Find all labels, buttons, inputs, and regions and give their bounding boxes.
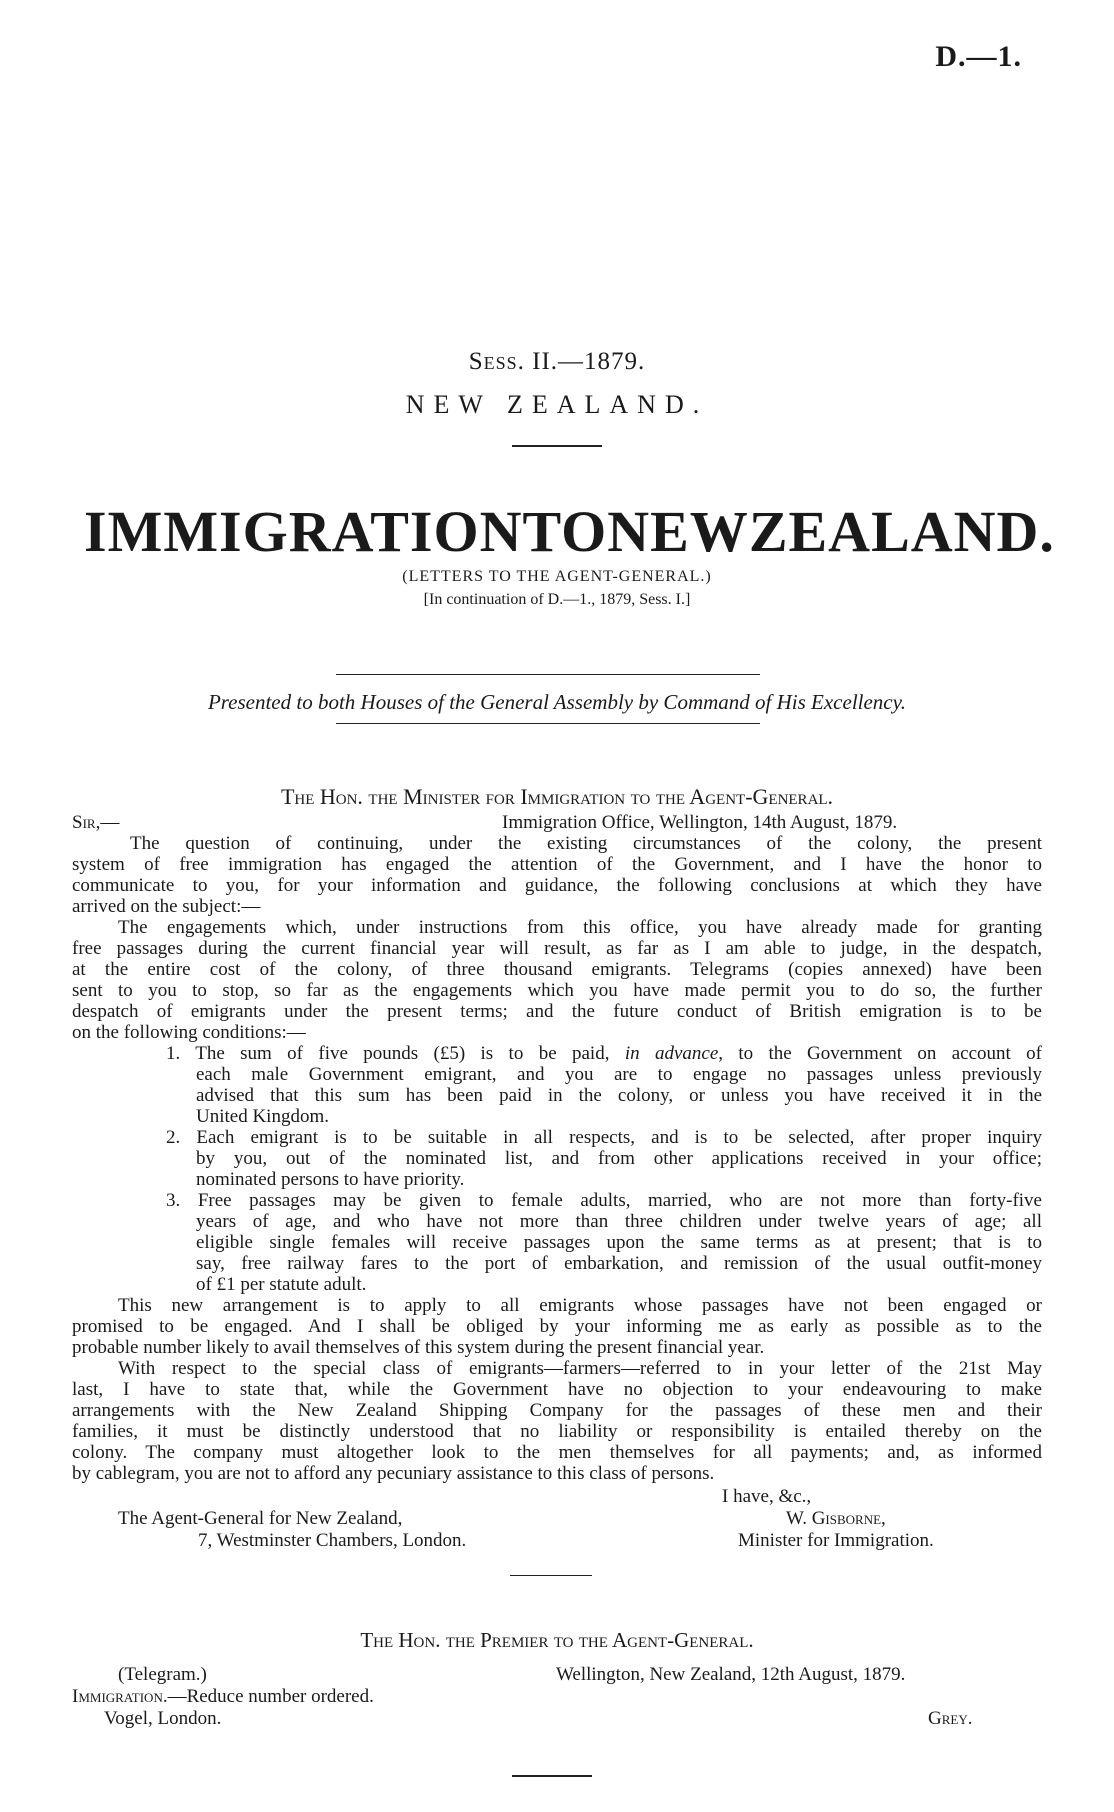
presented-line: Presented to both Houses of the General Assembly by Command of His Excellency. <box>207 690 907 714</box>
presented-rule-bottom <box>336 723 760 724</box>
letter1-closing: I have, &c., <box>722 1486 812 1507</box>
para4-line: families, it must be distinctly understood that no liability or responsibility is entailed thereby on the <box>72 1421 1042 1442</box>
letter2-heading: The Hon. the Premier to the Agent-General. <box>360 1628 754 1652</box>
continuation-note: [In continuation of D.—1., 1879, Sess. I.] <box>423 591 691 608</box>
condition1-emphasis: in advance, <box>624 1043 723 1064</box>
para3-line: probable number likely to avail themselves of this system during the present financial year. <box>72 1337 765 1358</box>
para3-line: This new arrangement is to apply to all emigrants whose passages have not been engaged or <box>118 1295 1042 1316</box>
condition3-line: eligible single females will receive passages upon the same terms as at present; that is to <box>196 1232 1042 1253</box>
condition1-line: United Kingdom. <box>196 1106 329 1127</box>
para2-line: at the entire cost of the colony, of three thousand emigrants. Telegrams (copies annexed) have been <box>72 959 1042 980</box>
condition3-line: say, free railway fares to the port of embarkation, and remission of the usual outfit-money <box>196 1253 1042 1274</box>
condition3-line: 3. Free passages may be given to female adults, married, who are not more than forty-five <box>166 1190 1042 1211</box>
condition3-line: years of age, and who have not more than three children under twelve years of age; all <box>196 1211 1042 1232</box>
para4-line: arrangements with the New Zealand Shipping Company for the passages of these men and their <box>72 1400 1042 1421</box>
para4-line: last, I have to state that, while the Government have no objection to your endeavouring to make <box>72 1379 1042 1400</box>
para1-line: system of free immigration has engaged the attention of the Government, and I have the honor to <box>72 854 1042 875</box>
letter2-message-line <box>72 1686 572 1707</box>
condition2-line: 2. Each emigrant is to be suitable in all respects, and is to be selected, after proper inquiry <box>166 1127 1042 1148</box>
title-divider <box>512 445 602 447</box>
condition2-line: by you, out of the nominated list, and from other applications received in your office; <box>196 1148 1042 1169</box>
condition1-text: 1. The sum of five pounds (£5) is to be paid, <box>166 1043 610 1064</box>
para2-line: despatch of emigrants under the present terms; and the future conduct of British emigration is to be <box>72 1001 1042 1022</box>
letter2-kind: (Telegram.) <box>118 1664 207 1685</box>
para1-line: arrived on the subject:— <box>72 896 261 917</box>
letter1-dateline: Immigration Office, Wellington, 14th August, 1879. <box>502 812 898 833</box>
letter1-heading: The Hon. the Minister for Immigration to the Agent-General. <box>280 784 834 809</box>
para1-line: communicate to you, for your information and guidance, the following conclusions at which they have <box>72 875 1042 896</box>
condition1-line: advised that this sum has been paid in the colony, or unless you have received it in the <box>196 1085 1042 1106</box>
letter2-message: —Reduce number ordered. <box>167 1686 374 1707</box>
letter1-signature-title: Minister for Immigration. <box>738 1530 934 1551</box>
country-heading: NEW ZEALAND. <box>405 390 709 419</box>
letter1-salutation: Sir,— <box>72 812 120 833</box>
condition1-line: each male Government emigrant, and you are to engage no passages unless previously <box>196 1064 1042 1085</box>
letter1-signature-name: W. Gisborne, <box>786 1508 886 1529</box>
letter-divider <box>510 1575 592 1576</box>
title-word-1: IMMIGRATION <box>84 499 523 564</box>
para1-line: The question of continuing, under the existing circumstances of the colony, the present <box>130 833 1042 854</box>
letter2-subject: Immigration. <box>72 1686 168 1707</box>
letter1-addressee-line1: The Agent-General for New Zealand, <box>118 1508 403 1529</box>
condition3-line: of £1 per statute adult. <box>196 1274 367 1295</box>
document-subtitle: (LETTERS TO THE AGENT-GENERAL.) <box>402 568 712 585</box>
title-word-2: TO <box>522 499 608 564</box>
letter2-recipient: Vogel, London. <box>104 1708 222 1729</box>
condition1-first-line <box>166 1043 1042 1064</box>
letter2-dateline: Wellington, New Zealand, 12th August, 1879. <box>556 1664 906 1685</box>
title-word-3: NEW <box>607 499 749 564</box>
para2-line: free passages during the current financial year will result, as far as I am able to judge, in the despatch, <box>72 938 1042 959</box>
document-title <box>84 498 1055 565</box>
session-line: Sess. II.—1879. <box>468 348 646 375</box>
para4-line: colony. The company must altogether look to the men themselves for all payments; and, as informed <box>72 1442 1042 1463</box>
para2-line: The engagements which, under instructions from this office, you have already made for granting <box>118 917 1042 938</box>
end-rule <box>512 1775 592 1777</box>
para2-line: sent to you to stop, so far as the engagements which you have made permit you to do so, the further <box>72 980 1042 1001</box>
letter2-signature: Grey. <box>928 1708 973 1729</box>
para2-line: on the following conditions:— <box>72 1022 306 1043</box>
page-identifier: D.—1. <box>935 40 1022 73</box>
condition1-text-end: to the Government on account of <box>738 1043 1043 1064</box>
para4-line: With respect to the special class of emigrants—farmers—referred to in your letter of the 21st May <box>118 1358 1042 1379</box>
title-word-4: ZEALAND. <box>748 499 1055 564</box>
presented-rule-top <box>336 674 760 675</box>
condition2-line: nominated persons to have priority. <box>196 1169 465 1190</box>
para4-line: by cablegram, you are not to afford any pecuniary assistance to this class of persons. <box>72 1463 715 1484</box>
letter1-addressee-line2: 7, Westminster Chambers, London. <box>198 1530 467 1551</box>
para3-line: promised to be engaged. And I shall be obliged by your informing me as early as possible as to the <box>72 1316 1042 1337</box>
